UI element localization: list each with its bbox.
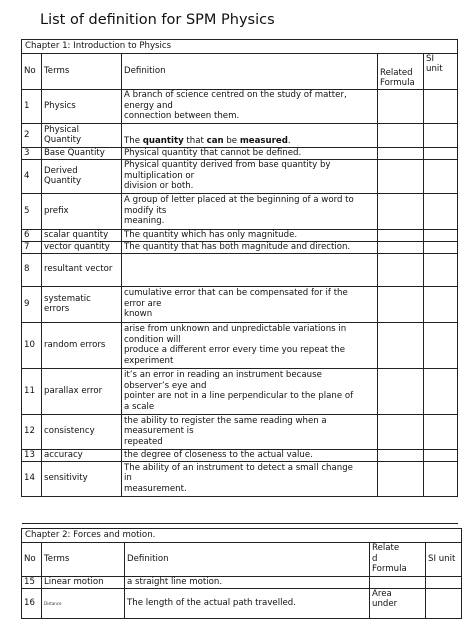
row-term: Base Quantity <box>42 147 122 159</box>
row-si <box>424 241 458 253</box>
chapter1-heading-row <box>22 40 458 54</box>
row-term: Linear motion <box>42 576 125 588</box>
row-term: Derived Quantity <box>42 159 122 193</box>
header-related-formula: Related Formula <box>378 53 424 89</box>
row-related <box>378 449 424 461</box>
row-no: 11 <box>22 368 42 414</box>
row-no: 5 <box>22 193 42 229</box>
table-row <box>22 253 458 286</box>
row-no: 14 <box>22 461 42 496</box>
table-row <box>22 193 458 229</box>
row-si <box>424 461 458 496</box>
table-row <box>22 241 458 253</box>
table-row <box>22 89 458 123</box>
table-row <box>22 322 458 368</box>
row-term: parallax error <box>42 368 122 414</box>
row-term: consistency <box>42 414 122 449</box>
row-term: vector quantity <box>42 241 122 253</box>
chapter2-header-row <box>22 542 462 576</box>
row-related <box>378 253 424 286</box>
row-term: Distance <box>42 588 125 618</box>
row-related <box>378 193 424 229</box>
row-term: prefix <box>42 193 122 229</box>
row-si <box>426 588 462 618</box>
chapter1-heading: Chapter 1: Introduction to Physics <box>22 40 458 54</box>
row-term: accuracy <box>42 449 122 461</box>
row-definition: Physical quantity derived from base quantity by multiplication or division or both. <box>122 159 378 193</box>
row-definition: a straight line motion. <box>125 576 370 588</box>
row-no: 2 <box>22 123 42 147</box>
row-definition: cumulative error that can be compensated for if the error are known <box>122 286 378 322</box>
row-definition: arise from unknown and unpredictable variations in condition will produce a different error every time you repeat the experiment <box>122 322 378 368</box>
row-no: 10 <box>22 322 42 368</box>
row-related <box>378 461 424 496</box>
table-row <box>22 286 458 322</box>
row-related <box>378 89 424 123</box>
row-definition: Physical quantity that cannot be defined. <box>122 147 378 159</box>
row-no: 8 <box>22 253 42 286</box>
row-no: 13 <box>22 449 42 461</box>
header-terms: Terms <box>42 542 125 576</box>
chapter2-heading: Chapter 2: Forces and motion. <box>22 529 462 543</box>
row-term: Physical Quantity <box>42 123 122 147</box>
row-definition: The length of the actual path travelled. <box>125 588 370 618</box>
row-si <box>424 147 458 159</box>
row-si <box>424 368 458 414</box>
row-no: 6 <box>22 229 42 241</box>
header-definition: Definition <box>122 53 378 89</box>
chapter2-table <box>21 528 462 619</box>
row-related <box>378 368 424 414</box>
row-term: systematic errors <box>42 286 122 322</box>
row-term: resultant vector <box>42 253 122 286</box>
document-title: List of definition for SPM Physics <box>40 12 275 28</box>
table-row <box>22 449 458 461</box>
chapter2-heading-row <box>22 529 462 543</box>
row-si <box>424 414 458 449</box>
header-terms: Terms <box>42 53 122 89</box>
row-no: 3 <box>22 147 42 159</box>
row-si <box>424 322 458 368</box>
header-no: No <box>22 542 42 576</box>
row-related <box>378 229 424 241</box>
table-row <box>22 147 458 159</box>
row-definition: A branch of science centred on the study of matter, energy and connection between them. <box>122 89 378 123</box>
row-si <box>424 253 458 286</box>
row-term: scalar quantity <box>42 229 122 241</box>
row-no: 16 <box>22 588 42 618</box>
row-definition <box>122 253 378 286</box>
row-no: 12 <box>22 414 42 449</box>
row-si <box>424 89 458 123</box>
row-related <box>378 159 424 193</box>
row-si <box>426 576 462 588</box>
header-definition: Definition <box>125 542 370 576</box>
row-related <box>370 576 426 588</box>
row-definition: The quantity which has only magnitude. <box>122 229 378 241</box>
row-related <box>378 414 424 449</box>
row-definition: it’s an error in reading an instrument because observer’s eye and pointer are not in a line perpendicular to the plane of a scale <box>122 368 378 414</box>
row-si <box>424 449 458 461</box>
table-row <box>22 576 462 588</box>
row-no: 9 <box>22 286 42 322</box>
table-row <box>22 159 458 193</box>
row-si <box>424 123 458 147</box>
row-term: Physics <box>42 89 122 123</box>
row-no: 7 <box>22 241 42 253</box>
chapter1-header-row <box>22 53 458 89</box>
row-no: 4 <box>22 159 42 193</box>
table-row <box>22 461 458 496</box>
row-definition: The quantity that can be measured. <box>122 123 378 147</box>
row-term: random errors <box>42 322 122 368</box>
row-definition: A group of letter placed at the beginning of a word to modify its meaning. <box>122 193 378 229</box>
row-definition: The ability of an instrument to detect a small change in measurement. <box>122 461 378 496</box>
row-related <box>378 147 424 159</box>
row-si <box>424 229 458 241</box>
row-definition: the degree of closeness to the actual value. <box>122 449 378 461</box>
row-related <box>378 241 424 253</box>
row-related <box>378 322 424 368</box>
row-term: sensitivity <box>42 461 122 496</box>
header-si-unit: SI unit <box>426 542 462 576</box>
table-row <box>22 414 458 449</box>
table-row <box>22 123 458 147</box>
row-si <box>424 286 458 322</box>
row-related <box>378 286 424 322</box>
row-related: Area under <box>370 588 426 618</box>
row-related <box>378 123 424 147</box>
row-no: 15 <box>22 576 42 588</box>
table-row <box>22 368 458 414</box>
spacer-cell <box>22 496 458 523</box>
header-no: No <box>22 53 42 89</box>
row-definition: The quantity that has both magnitude and direction. <box>122 241 378 253</box>
header-si-unit: SI unit <box>424 53 458 89</box>
row-si <box>424 193 458 229</box>
header-related-formula: Relate d Formula <box>370 542 426 576</box>
table-row <box>22 229 458 241</box>
table-spacer-row <box>22 496 458 523</box>
row-si <box>424 159 458 193</box>
chapter1-table <box>21 39 458 524</box>
table-row <box>22 588 462 618</box>
row-no: 1 <box>22 89 42 123</box>
row-definition: the ability to register the same reading when a measurement is repeated <box>122 414 378 449</box>
